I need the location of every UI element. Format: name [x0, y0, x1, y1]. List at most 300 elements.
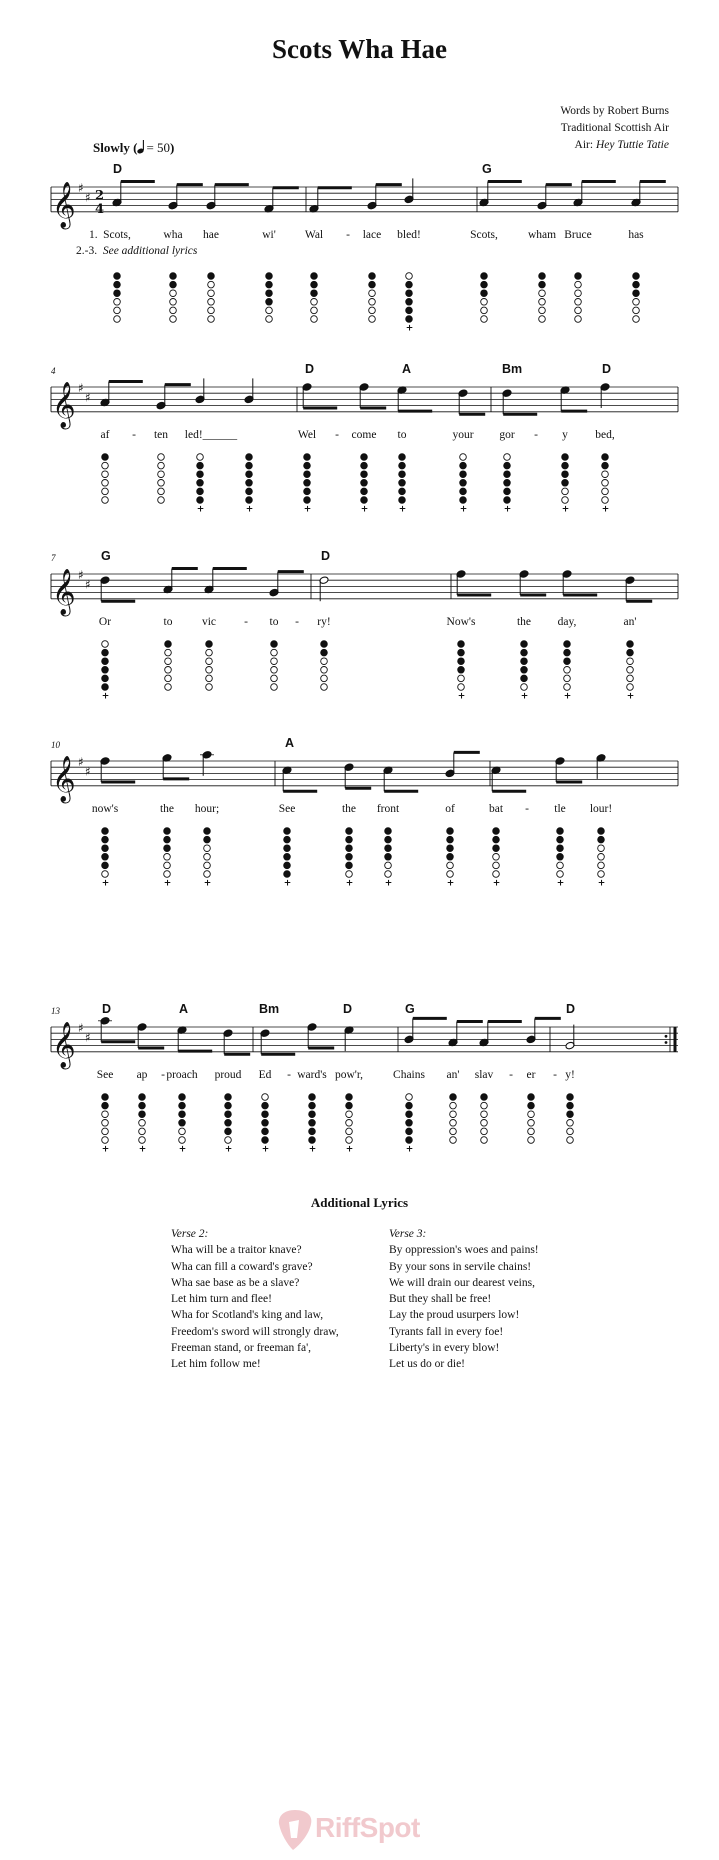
fingering-chart	[208, 273, 215, 323]
closed-hole	[102, 658, 109, 665]
open-hole	[206, 649, 213, 656]
closed-hole	[447, 836, 454, 843]
overblow-plus: +	[283, 878, 292, 889]
lyric-syllable: Scots,	[470, 229, 498, 241]
system-4	[0, 734, 719, 909]
overblow-plus: +	[360, 504, 369, 515]
treble-clef-icon: 𝄞	[52, 568, 76, 615]
riffspot-logo	[275, 1808, 450, 1852]
open-hole	[627, 675, 634, 682]
overblow-plus: +	[384, 878, 393, 889]
open-hole	[567, 1137, 574, 1144]
lyric-syllable: Wal	[304, 229, 324, 241]
open-hole	[539, 307, 546, 314]
open-hole	[575, 316, 582, 323]
fingering-chart	[102, 641, 110, 702]
fingering-chart	[627, 641, 635, 702]
closed-hole	[179, 1111, 186, 1118]
closed-hole	[309, 1128, 316, 1135]
closed-hole	[197, 462, 204, 469]
open-hole	[458, 684, 465, 691]
open-hole	[481, 1137, 488, 1144]
open-hole	[165, 684, 172, 691]
open-hole	[481, 316, 488, 323]
fingering-chart	[539, 273, 546, 323]
closed-hole	[114, 273, 121, 280]
lyric-line: Let him follow me!	[171, 1358, 261, 1371]
verse-3	[389, 1226, 539, 1373]
open-hole	[346, 871, 353, 878]
sharp-icon: ♯	[85, 577, 91, 592]
closed-hole	[309, 1094, 316, 1101]
closed-hole	[284, 854, 291, 861]
open-hole	[521, 684, 528, 691]
open-hole	[493, 871, 500, 878]
open-hole	[102, 1111, 109, 1118]
closed-hole	[460, 488, 467, 495]
open-hole	[562, 488, 569, 495]
fingering-chart	[346, 828, 354, 889]
lyric-syllable: -	[509, 1069, 513, 1081]
open-hole	[575, 299, 582, 306]
open-hole	[321, 684, 328, 691]
lyric-syllable: -	[295, 616, 299, 628]
closed-hole	[321, 641, 328, 648]
closed-hole	[206, 641, 213, 648]
staff	[0, 1000, 719, 1175]
open-hole	[158, 480, 165, 487]
lyric-syllable: Wel	[297, 429, 317, 441]
closed-hole	[304, 462, 311, 469]
open-hole	[598, 854, 605, 861]
closed-hole	[225, 1102, 232, 1109]
closed-hole	[102, 1094, 109, 1101]
closed-hole	[504, 462, 511, 469]
closed-hole	[284, 862, 291, 869]
lyric-syllable: bled!	[397, 229, 421, 241]
lyric-syllable: has	[628, 229, 644, 241]
lyric-syllable: af	[100, 429, 110, 441]
closed-hole	[102, 836, 109, 843]
open-hole	[204, 845, 211, 852]
closed-hole	[406, 1128, 413, 1135]
closed-hole	[309, 1137, 316, 1144]
closed-hole	[447, 854, 454, 861]
closed-hole	[557, 828, 564, 835]
closed-hole	[399, 488, 406, 495]
overblow-plus: +	[405, 323, 414, 334]
closed-hole	[385, 836, 392, 843]
fingering-chart	[406, 1094, 414, 1155]
closed-hole	[562, 480, 569, 487]
open-hole	[225, 1137, 232, 1144]
open-hole	[346, 1120, 353, 1127]
open-hole	[114, 316, 121, 323]
open-hole	[346, 1128, 353, 1135]
lyric-syllable: bed,	[595, 429, 615, 441]
lyric-syllable: See	[96, 1069, 114, 1081]
fingering-chart	[179, 1094, 187, 1155]
lyric-syllable: ap	[136, 1069, 148, 1081]
staff	[0, 360, 719, 535]
lyric-syllable: wha	[163, 229, 183, 241]
chord-symbol: G	[482, 162, 492, 176]
fingering-chart	[633, 273, 640, 323]
lyric-syllable: lace	[362, 229, 382, 241]
overblow-plus: +	[261, 1144, 270, 1155]
open-hole	[321, 667, 328, 674]
chord-symbol: D	[102, 1002, 112, 1016]
open-hole	[206, 658, 213, 665]
verse-2	[171, 1226, 339, 1373]
closed-hole	[246, 497, 253, 504]
closed-hole	[564, 641, 571, 648]
credits	[560, 103, 669, 154]
tempo-bpm: = 50	[146, 140, 171, 155]
open-hole	[567, 1128, 574, 1135]
fingering-chart	[385, 828, 393, 889]
closed-hole	[346, 836, 353, 843]
open-hole	[493, 854, 500, 861]
closed-hole	[504, 497, 511, 504]
lyric-syllable: the	[516, 616, 532, 628]
closed-hole	[562, 462, 569, 469]
additional-lyrics-title: Additional Lyrics	[310, 1195, 409, 1210]
open-hole	[164, 871, 171, 878]
fingering-chart	[197, 454, 205, 515]
open-hole	[460, 454, 467, 461]
chord-symbol: G	[101, 549, 111, 563]
closed-hole	[385, 854, 392, 861]
closed-hole	[102, 667, 109, 674]
closed-hole	[399, 471, 406, 478]
open-hole	[170, 299, 177, 306]
closed-hole	[225, 1128, 232, 1135]
fingering-chart	[481, 273, 488, 323]
closed-hole	[246, 480, 253, 487]
system-3	[0, 547, 719, 722]
lyric-syllable: hae	[203, 229, 219, 241]
open-hole	[602, 480, 609, 487]
open-hole	[493, 862, 500, 869]
measure-number: 7	[51, 553, 56, 563]
lyric-line: Wha sae base as be a slave?	[171, 1276, 300, 1289]
closed-hole	[633, 273, 640, 280]
staff	[0, 547, 719, 722]
closed-hole	[406, 316, 413, 323]
open-hole	[369, 290, 376, 297]
see-additional-lyrics: See additional lyrics	[102, 245, 198, 257]
closed-hole	[164, 836, 171, 843]
lyric-line: Tyrants fall in every foe!	[389, 1325, 504, 1338]
measure-number: 4	[51, 366, 56, 376]
closed-hole	[164, 845, 171, 852]
open-hole	[102, 480, 109, 487]
overblow-plus: +	[561, 504, 570, 515]
open-hole	[102, 871, 109, 878]
closed-hole	[262, 1128, 269, 1135]
overblow-plus: +	[597, 878, 606, 889]
closed-hole	[481, 1094, 488, 1101]
open-hole	[204, 862, 211, 869]
tempo-paren-open: (	[133, 140, 138, 155]
closed-hole	[521, 649, 528, 656]
lyric-line: By oppression's woes and pains!	[389, 1244, 539, 1257]
fingering-chart	[165, 641, 172, 691]
chord-symbol: D	[305, 362, 315, 376]
closed-hole	[139, 1111, 146, 1118]
fingering-chart	[521, 641, 529, 702]
lyric-line: Lay the proud usurpers low!	[389, 1309, 520, 1322]
open-hole	[114, 299, 121, 306]
closed-hole	[521, 675, 528, 682]
open-hole	[528, 1120, 535, 1127]
fingering-chart	[406, 273, 414, 334]
fingering-chart	[204, 828, 212, 889]
sharp-icon: ♯	[78, 181, 84, 195]
fingering-chart	[481, 1094, 488, 1144]
open-hole	[102, 471, 109, 478]
closed-hole	[102, 862, 109, 869]
open-hole	[271, 658, 278, 665]
closed-hole	[204, 836, 211, 843]
open-hole	[346, 1111, 353, 1118]
fingering-chart	[114, 273, 121, 323]
open-hole	[627, 658, 634, 665]
closed-hole	[493, 845, 500, 852]
time-signature-bottom: 4	[95, 201, 105, 217]
open-hole	[346, 1137, 353, 1144]
closed-hole	[139, 1094, 146, 1101]
closed-hole	[385, 828, 392, 835]
fingering-chart	[246, 454, 254, 515]
page-title: Scots Wha Hae	[271, 34, 447, 64]
closed-hole	[447, 845, 454, 852]
closed-hole	[528, 1102, 535, 1109]
closed-hole	[406, 1137, 413, 1144]
verse-number-2-3	[76, 245, 197, 257]
lyric-syllable: -	[553, 1069, 557, 1081]
verse-3-heading: Verse 3:	[389, 1228, 427, 1240]
fingering-chart	[598, 828, 606, 889]
closed-hole	[602, 462, 609, 469]
closed-hole	[114, 281, 121, 288]
lyric-line: Let us do or die!	[389, 1358, 466, 1371]
closed-hole	[139, 1102, 146, 1109]
closed-hole	[361, 462, 368, 469]
air-label: Air:	[574, 139, 594, 151]
closed-hole	[399, 454, 406, 461]
lyric-syllable: -	[534, 429, 538, 441]
closed-hole	[460, 462, 467, 469]
overblow-plus: +	[563, 691, 572, 702]
closed-hole	[567, 1094, 574, 1101]
chord-symbol: A	[402, 362, 412, 376]
open-hole	[481, 307, 488, 314]
closed-hole	[539, 273, 546, 280]
lyric-syllable: ten	[153, 429, 169, 441]
lyric-syllable: ward's	[297, 1069, 327, 1081]
sharp-icon: ♯	[78, 568, 84, 582]
open-hole	[204, 854, 211, 861]
lyric-line: Wha for Scotland's king and law,	[171, 1309, 324, 1322]
closed-hole	[284, 836, 291, 843]
fingering-chart	[271, 641, 278, 691]
fingering-chart	[309, 1094, 317, 1155]
lyric-syllable: come	[351, 429, 377, 441]
overblow-plus: +	[446, 878, 455, 889]
open-hole	[369, 316, 376, 323]
closed-hole	[262, 1102, 269, 1109]
overblow-plus: +	[520, 691, 529, 702]
closed-hole	[346, 854, 353, 861]
lyric-syllable: See	[278, 803, 296, 815]
closed-hole	[102, 828, 109, 835]
open-hole	[598, 871, 605, 878]
open-hole	[102, 1137, 109, 1144]
lyric-syllable: y!	[565, 1069, 575, 1081]
fingering-chart	[447, 828, 455, 889]
open-hole	[406, 1094, 413, 1101]
closed-hole	[521, 641, 528, 648]
open-hole	[602, 488, 609, 495]
open-hole	[369, 299, 376, 306]
closed-hole	[102, 845, 109, 852]
open-hole	[139, 1137, 146, 1144]
closed-hole	[304, 497, 311, 504]
closed-hole	[458, 649, 465, 656]
lyric-syllable: to	[397, 429, 407, 441]
open-hole	[564, 667, 571, 674]
open-hole	[170, 316, 177, 323]
fingering-chart	[450, 1094, 457, 1144]
lyric-syllable: an'	[446, 1069, 460, 1081]
lyric-line: Let him turn and flee!	[171, 1293, 272, 1306]
treble-clef-icon: 𝄞	[52, 1021, 76, 1068]
closed-hole	[284, 871, 291, 878]
closed-hole	[450, 1094, 457, 1101]
open-hole	[208, 307, 215, 314]
closed-hole	[204, 828, 211, 835]
closed-hole	[481, 273, 488, 280]
lyric-syllable: lour!	[589, 803, 613, 815]
closed-hole	[284, 828, 291, 835]
closed-hole	[627, 641, 634, 648]
closed-hole	[102, 675, 109, 682]
fingering-chart	[460, 454, 468, 515]
closed-hole	[557, 845, 564, 852]
closed-hole	[102, 684, 109, 691]
lyric-syllable: -	[287, 1069, 291, 1081]
closed-hole	[170, 281, 177, 288]
closed-hole	[567, 1102, 574, 1109]
open-hole	[102, 497, 109, 504]
lyric-line: By your sons in servile chains!	[389, 1260, 532, 1273]
fingering-chart	[562, 454, 570, 515]
open-hole	[528, 1128, 535, 1135]
lyric-syllable: Or	[98, 616, 112, 628]
repeat-dot	[665, 1035, 668, 1038]
closed-hole	[266, 273, 273, 280]
open-hole	[406, 273, 413, 280]
closed-hole	[179, 1120, 186, 1127]
closed-hole	[246, 488, 253, 495]
open-hole	[102, 462, 109, 469]
overblow-plus: +	[345, 1144, 354, 1155]
lyric-syllable: -	[244, 616, 248, 628]
fingering-chart	[458, 641, 466, 702]
lyric-line: We will drain our dearest veins,	[389, 1276, 535, 1289]
chord-symbol: A	[285, 736, 295, 750]
lyric-syllable: front	[376, 803, 400, 815]
closed-hole	[598, 828, 605, 835]
open-hole	[450, 1120, 457, 1127]
measure-number: 10	[51, 740, 60, 750]
open-hole	[208, 316, 215, 323]
open-hole	[481, 1111, 488, 1118]
closed-hole	[311, 281, 318, 288]
closed-hole	[399, 480, 406, 487]
closed-hole	[266, 281, 273, 288]
open-hole	[627, 684, 634, 691]
closed-hole	[271, 641, 278, 648]
lyric-syllable: pow'r,	[334, 1069, 364, 1081]
lyric-syllable: wi'	[262, 229, 276, 241]
closed-hole	[246, 462, 253, 469]
lyric-line: Liberty's in every blow!	[389, 1342, 500, 1355]
closed-hole	[179, 1102, 186, 1109]
closed-hole	[102, 1102, 109, 1109]
open-hole	[602, 497, 609, 504]
closed-hole	[197, 480, 204, 487]
closed-hole	[361, 497, 368, 504]
open-hole	[598, 862, 605, 869]
staff	[0, 734, 719, 909]
open-hole	[450, 1137, 457, 1144]
closed-hole	[346, 862, 353, 869]
closed-hole	[208, 273, 215, 280]
fingering-chart	[575, 273, 582, 323]
open-hole	[458, 675, 465, 682]
open-hole	[598, 845, 605, 852]
open-hole	[481, 299, 488, 306]
overblow-plus: +	[459, 504, 468, 515]
open-hole	[385, 862, 392, 869]
sharp-icon: ♯	[78, 755, 84, 769]
overblow-plus: +	[101, 691, 110, 702]
lyric-syllable: -	[346, 229, 350, 241]
lyric-syllable: er	[526, 1069, 536, 1081]
fingering-chart	[102, 454, 109, 504]
closed-hole	[179, 1094, 186, 1101]
closed-hole	[557, 836, 564, 843]
open-hole	[311, 307, 318, 314]
open-hole	[528, 1137, 535, 1144]
open-hole	[575, 290, 582, 297]
closed-hole	[504, 488, 511, 495]
open-hole	[539, 290, 546, 297]
closed-hole	[562, 471, 569, 478]
closed-hole	[504, 471, 511, 478]
chord-symbol: G	[405, 1002, 415, 1016]
overblow-plus: +	[601, 504, 610, 515]
closed-hole	[361, 488, 368, 495]
closed-hole	[102, 854, 109, 861]
closed-hole	[346, 845, 353, 852]
fingering-chart	[504, 454, 512, 515]
fingering-chart	[399, 454, 407, 515]
tempo-label: Slowly	[93, 140, 130, 155]
